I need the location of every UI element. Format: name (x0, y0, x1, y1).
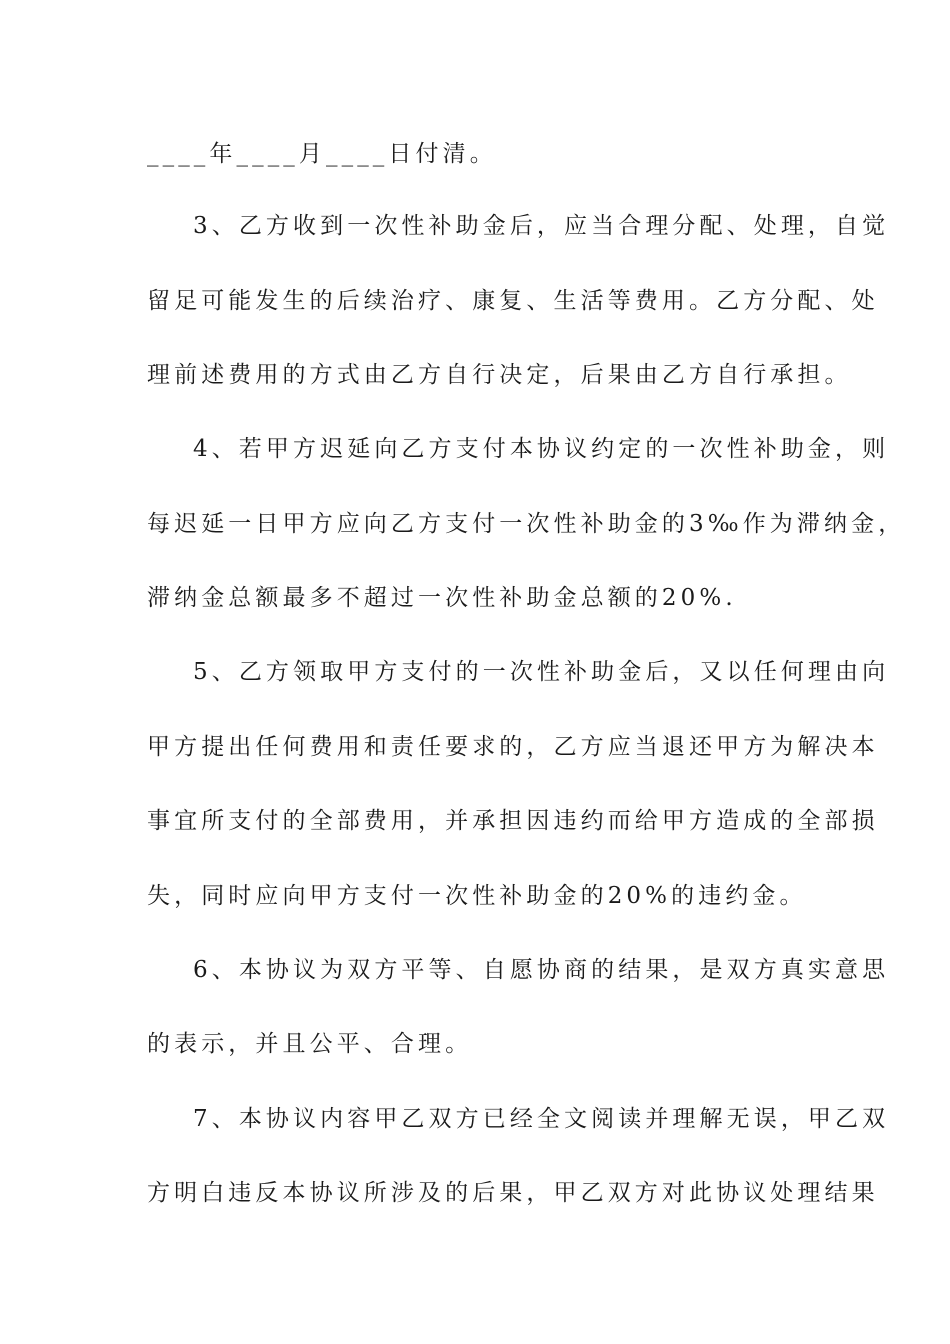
clause-3-line-3: 理前述费用的方式由乙方自行决定，后果由乙方自行承担。 (147, 362, 852, 388)
clause-7-line-1: 7、本协议内容甲乙双方已经全文阅读并理解无误，甲乙双 (193, 1106, 890, 1132)
clause-6-line-1: 6、本协议为双方平等、自愿协商的结果，是双方真实意思 (193, 957, 890, 983)
clause-4-line-3: 滞纳金总额最多不超过一次性补助金总额的20%. (147, 585, 737, 611)
clause-5-line-3: 事宜所支付的全部费用，并承担因违约而给甲方造成的全部损 (147, 808, 879, 834)
clause-4-line-1: 4、若甲方迟延向乙方支付本协议约定的一次性补助金，则 (193, 436, 890, 462)
clause-3-line-2: 留足可能发生的后续治疗、康复、生活等费用。乙方分配、处 (147, 288, 879, 314)
clause-5-line-4: 失，同时应向甲方支付一次性补助金的20%的违约金。 (147, 883, 807, 909)
text-line: ____年____月____日付清。 (147, 141, 497, 167)
clause-4-line-2: 每迟延一日甲方应向乙方支付一次性补助金的3‰作为滞纳金， (147, 511, 906, 537)
clause-5-line-2: 甲方提出任何费用和责任要求的，乙方应当退还甲方为解决本 (147, 734, 879, 760)
clause-5-line-1: 5、乙方领取甲方支付的一次性补助金后，又以任何理由向 (193, 659, 890, 685)
clause-3-line-1: 3、乙方收到一次性补助金后，应当合理分配、处理，自觉 (193, 213, 890, 239)
clause-7-line-2: 方明白违反本协议所涉及的后果，甲乙双方对此协议处理结果 (147, 1180, 879, 1206)
clause-6-line-2: 的表示，并且公平、合理。 (147, 1031, 473, 1057)
